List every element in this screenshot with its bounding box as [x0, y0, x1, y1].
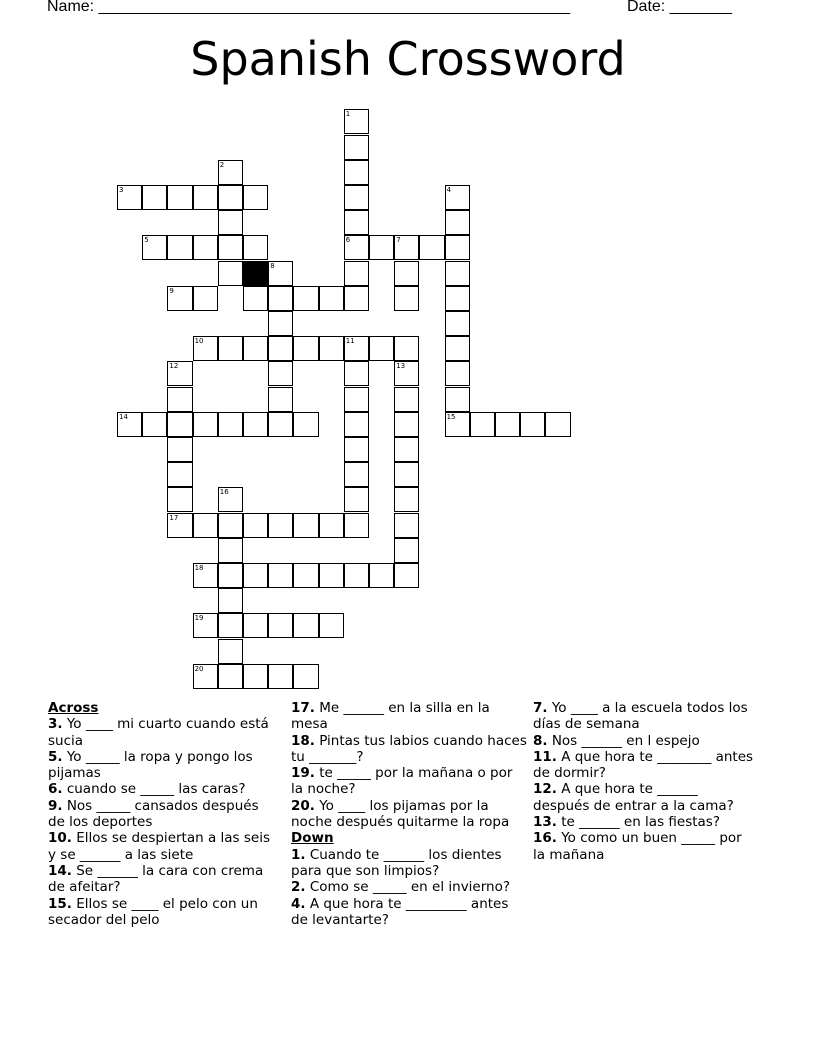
- grid-cell[interactable]: [142, 235, 167, 260]
- grid-cell[interactable]: [218, 588, 243, 613]
- clue-text: te ______ en las fiestas?: [556, 814, 721, 831]
- clue-number-label: 4.: [291, 895, 306, 912]
- grid-cell[interactable]: [344, 563, 369, 588]
- date-field[interactable]: [627, 0, 732, 16]
- down-clues-list-continued: [533, 700, 755, 863]
- grid-cell[interactable]: [394, 513, 419, 538]
- grid-cell[interactable]: [268, 563, 293, 588]
- grid-cell[interactable]: [268, 513, 293, 538]
- grid-cell[interactable]: [344, 261, 369, 286]
- grid-cell[interactable]: [394, 235, 419, 260]
- grid-cell[interactable]: [218, 185, 243, 210]
- grid-cell[interactable]: [167, 361, 192, 386]
- clue-number: 11: [345, 337, 355, 346]
- clue-text: Nos _____ cansados después de los deportes: [48, 797, 259, 831]
- clue-item: [291, 879, 527, 895]
- clue-item: [48, 830, 270, 863]
- grid-cell[interactable]: [344, 462, 369, 487]
- grid-cell[interactable]: [193, 613, 218, 638]
- clue-number-label: 17.: [291, 700, 315, 716]
- clue-item: [291, 896, 527, 929]
- grid-cell[interactable]: [369, 336, 394, 361]
- clue-item: [48, 781, 270, 797]
- across-heading: Across: [48, 700, 99, 716]
- grid-cell[interactable]: [344, 286, 369, 311]
- name-field[interactable]: [47, 0, 570, 16]
- clue-number-label: 6.: [48, 781, 63, 798]
- grid-cell[interactable]: [344, 487, 369, 512]
- grid-cell[interactable]: [394, 261, 419, 286]
- across-clues-list-continued: [291, 700, 527, 830]
- clue-number: 9: [169, 286, 174, 295]
- grid-cell[interactable]: [167, 387, 192, 412]
- grid-cell[interactable]: [293, 336, 318, 361]
- grid-cell[interactable]: [394, 487, 419, 512]
- grid-cell[interactable]: [167, 462, 192, 487]
- grid-cell[interactable]: [520, 412, 545, 437]
- clue-text: Ellos se ____ el pelo con un secador del pelo: [48, 895, 258, 928]
- grid-cell[interactable]: [293, 563, 318, 588]
- clue-text: Yo como un buen _____ por la mañana: [533, 830, 742, 863]
- grid-cell[interactable]: [218, 639, 243, 664]
- grid-cell[interactable]: [193, 336, 218, 361]
- grid-cell[interactable]: [243, 336, 268, 361]
- grid-cell[interactable]: [218, 563, 243, 588]
- clue-number-label: 16.: [533, 830, 557, 847]
- clue-number: 1: [345, 110, 351, 119]
- clue-item: [533, 814, 755, 830]
- grid-cell[interactable]: [445, 261, 470, 286]
- grid-cell[interactable]: [193, 563, 218, 588]
- clue-number-label: 15.: [48, 895, 72, 912]
- grid-cell[interactable]: [319, 613, 344, 638]
- grid-cell[interactable]: [268, 664, 293, 689]
- grid-cell[interactable]: [167, 412, 192, 437]
- grid-cell[interactable]: [470, 412, 495, 437]
- clue-number: 17: [169, 513, 179, 522]
- grid-cell[interactable]: [193, 664, 218, 689]
- grid-cell[interactable]: [419, 235, 444, 260]
- grid-cell[interactable]: [167, 487, 192, 512]
- clue-number-label: 9.: [48, 797, 63, 814]
- grid-cell[interactable]: [293, 613, 318, 638]
- grid-cell[interactable]: [193, 513, 218, 538]
- clue-number: 15: [446, 412, 456, 421]
- clue-text: A que hora te ________ antes de dormir?: [533, 748, 754, 782]
- grid-cell[interactable]: [117, 185, 142, 210]
- grid-cell[interactable]: [344, 513, 369, 538]
- clue-number: 2: [219, 160, 225, 169]
- clue-item: [48, 716, 270, 749]
- clue-number: 20: [194, 664, 204, 673]
- clue-number: 18: [194, 563, 204, 572]
- grid-cell[interactable]: [243, 286, 268, 311]
- clue-number-label: 19.: [291, 765, 315, 782]
- grid-cell[interactable]: [394, 361, 419, 386]
- grid-cell[interactable]: [344, 437, 369, 462]
- clue-number: 19: [194, 614, 204, 623]
- grid-cell[interactable]: [445, 336, 470, 361]
- grid-cell[interactable]: [293, 664, 318, 689]
- grid-cell[interactable]: [167, 235, 192, 260]
- clue-number-label: 18.: [291, 732, 315, 749]
- grid-cell[interactable]: [193, 412, 218, 437]
- clue-text: Cuando te ______ los dientes para que son limpios?: [291, 846, 502, 879]
- clue-column-3: [533, 700, 755, 863]
- date-label: Date:: [627, 0, 666, 15]
- grid-cell[interactable]: [117, 412, 142, 437]
- clue-item: [533, 781, 755, 814]
- clue-number: 13: [396, 362, 406, 371]
- clue-item: [291, 798, 527, 831]
- grid-cell[interactable]: [167, 286, 192, 311]
- clue-item: [48, 896, 270, 929]
- clue-number-label: 1.: [291, 846, 306, 863]
- clue-column-1: [48, 700, 270, 928]
- grid-cell[interactable]: [394, 538, 419, 563]
- clue-text: Pintas tus labios cuando haces tu _______?: [291, 732, 527, 765]
- grid-cell[interactable]: [243, 563, 268, 588]
- clue-number-label: 2.: [291, 879, 306, 896]
- grid-cell[interactable]: [293, 286, 318, 311]
- grid-cell[interactable]: [545, 412, 570, 437]
- grid-cell[interactable]: [167, 437, 192, 462]
- clue-text: Yo ____ los pijamas por la noche después quitarme la ropa: [291, 797, 510, 831]
- clue-text: Me ______ en la silla en la mesa: [291, 700, 490, 733]
- grid-cell[interactable]: [218, 613, 243, 638]
- grid-cell[interactable]: [344, 387, 369, 412]
- grid-cell[interactable]: [243, 613, 268, 638]
- clue-number: 6: [345, 236, 351, 245]
- grid-cell[interactable]: [445, 361, 470, 386]
- clue-text: Ellos se despiertan a las seis y se ______ a las siete: [48, 830, 270, 863]
- clue-number-label: 20.: [291, 797, 315, 814]
- clue-item: [533, 830, 755, 863]
- grid-cell[interactable]: [167, 513, 192, 538]
- grid-cell[interactable]: [369, 563, 394, 588]
- grid-cell[interactable]: [445, 412, 470, 437]
- clue-item: [291, 847, 527, 880]
- grid-cell[interactable]: [394, 462, 419, 487]
- grid-cell[interactable]: [268, 336, 293, 361]
- clue-number: 7: [396, 236, 401, 245]
- grid-cell[interactable]: [193, 286, 218, 311]
- clue-number-label: 12.: [533, 781, 557, 798]
- grid-cell[interactable]: [344, 185, 369, 210]
- clue-text: A que hora te ______ después de entrar a la cama?: [533, 781, 734, 814]
- clue-number-label: 13.: [533, 814, 557, 831]
- grid-cell[interactable]: [344, 235, 369, 260]
- grid-cell[interactable]: [218, 336, 243, 361]
- clue-text: Como se _____ en el invierno?: [305, 879, 511, 896]
- clue-item: [291, 700, 527, 733]
- clue-text: Nos ______ en l espejo: [547, 732, 700, 749]
- grid-cell[interactable]: [268, 387, 293, 412]
- grid-cell[interactable]: [369, 235, 394, 260]
- grid-cell[interactable]: [293, 412, 318, 437]
- black-cell: [243, 261, 268, 286]
- grid-cell[interactable]: [293, 513, 318, 538]
- grid-cell[interactable]: [243, 664, 268, 689]
- grid-cell[interactable]: [445, 235, 470, 260]
- name-label: Name:: [47, 0, 95, 15]
- clue-number: 3: [119, 185, 124, 194]
- grid-cell[interactable]: [319, 286, 344, 311]
- clue-text: Yo ____ a la escuela todos los días de semana: [533, 700, 748, 733]
- grid-cell[interactable]: [495, 412, 520, 437]
- clue-number-label: 7.: [533, 700, 548, 716]
- grid-cell[interactable]: [394, 563, 419, 588]
- clue-column-2: [291, 700, 527, 928]
- clue-text: cuando se _____ las caras?: [62, 781, 246, 798]
- grid-cell[interactable]: [319, 336, 344, 361]
- grid-cell[interactable]: [394, 437, 419, 462]
- clue-item: [533, 749, 755, 782]
- clue-number-label: 8.: [533, 732, 548, 749]
- clue-number: 12: [169, 362, 179, 371]
- grid-cell[interactable]: [394, 387, 419, 412]
- grid-cell[interactable]: [344, 160, 369, 185]
- clue-item: [48, 749, 270, 782]
- grid-cell[interactable]: [218, 412, 243, 437]
- clue-item: [533, 700, 755, 733]
- grid-cell[interactable]: [268, 286, 293, 311]
- clue-number: 16: [219, 488, 229, 497]
- page-title: Spanish Crossword: [190, 32, 626, 86]
- grid-cell[interactable]: [394, 412, 419, 437]
- grid-cell[interactable]: [243, 235, 268, 260]
- down-heading: Down: [291, 830, 334, 847]
- across-clues-list: [48, 716, 270, 928]
- grid-cell[interactable]: [243, 185, 268, 210]
- grid-cell[interactable]: [167, 185, 192, 210]
- grid-cell[interactable]: [344, 109, 369, 134]
- clue-number: 4: [446, 185, 452, 194]
- grid-cell[interactable]: [193, 185, 218, 210]
- grid-cell[interactable]: [445, 387, 470, 412]
- clue-text: Yo _____ la ropa y pongo los pijamas: [48, 748, 253, 782]
- grid-cell[interactable]: [142, 185, 167, 210]
- clue-number-label: 14.: [48, 862, 72, 879]
- clue-item: [533, 733, 755, 749]
- grid-cell[interactable]: [218, 513, 243, 538]
- clue-text: Se ______ la cara con crema de afeitar?: [48, 862, 264, 896]
- grid-cell[interactable]: [218, 538, 243, 563]
- grid-cell[interactable]: [445, 311, 470, 336]
- grid-cell[interactable]: [193, 235, 218, 260]
- grid-cell[interactable]: [268, 311, 293, 336]
- clue-item: [291, 733, 527, 766]
- grid-cell[interactable]: [142, 412, 167, 437]
- grid-cell[interactable]: [268, 412, 293, 437]
- grid-cell[interactable]: [218, 235, 243, 260]
- clue-item: [48, 863, 270, 896]
- clue-number-label: 3.: [48, 716, 63, 733]
- clue-text: A que hora te _________ antes de levantarte?: [291, 895, 509, 928]
- grid-cell[interactable]: [445, 286, 470, 311]
- grid-cell[interactable]: [394, 336, 419, 361]
- grid-cell[interactable]: [445, 185, 470, 210]
- grid-cell[interactable]: [344, 210, 369, 235]
- clue-number-label: 5.: [48, 748, 63, 765]
- clue-number-label: 11.: [533, 748, 557, 765]
- grid-cell[interactable]: [268, 613, 293, 638]
- clue-text: Yo ____ mi cuarto cuando está sucia: [48, 716, 269, 749]
- clue-number: 5: [144, 236, 149, 245]
- grid-cell[interactable]: [243, 412, 268, 437]
- grid-cell[interactable]: [344, 361, 369, 386]
- grid-cell[interactable]: [243, 513, 268, 538]
- grid-cell[interactable]: [218, 160, 243, 185]
- name-line: _____________________________________________________: [98, 0, 571, 15]
- grid-cell[interactable]: [445, 210, 470, 235]
- grid-cell[interactable]: [319, 563, 344, 588]
- clue-item: [48, 798, 270, 831]
- grid-cell[interactable]: [218, 487, 243, 512]
- grid-cell[interactable]: [218, 664, 243, 689]
- grid-cell[interactable]: [394, 286, 419, 311]
- clue-number: 8: [270, 261, 275, 270]
- grid-cell[interactable]: [218, 261, 243, 286]
- clue-item: [291, 765, 527, 798]
- clue-text: te _____ por la mañana o por la noche?: [291, 765, 513, 798]
- down-clues-list: [291, 847, 527, 928]
- clue-number-label: 10.: [48, 830, 72, 847]
- grid-cell[interactable]: [344, 412, 369, 437]
- clue-number: 14: [119, 412, 128, 421]
- clue-number: 10: [194, 337, 204, 346]
- grid-cell[interactable]: [268, 361, 293, 386]
- grid-cell[interactable]: [344, 336, 369, 361]
- grid-cell[interactable]: [218, 210, 243, 235]
- grid-cell[interactable]: [268, 261, 293, 286]
- grid-cell[interactable]: [344, 135, 369, 160]
- grid-cell[interactable]: [319, 513, 344, 538]
- date-line: _______: [669, 0, 732, 15]
